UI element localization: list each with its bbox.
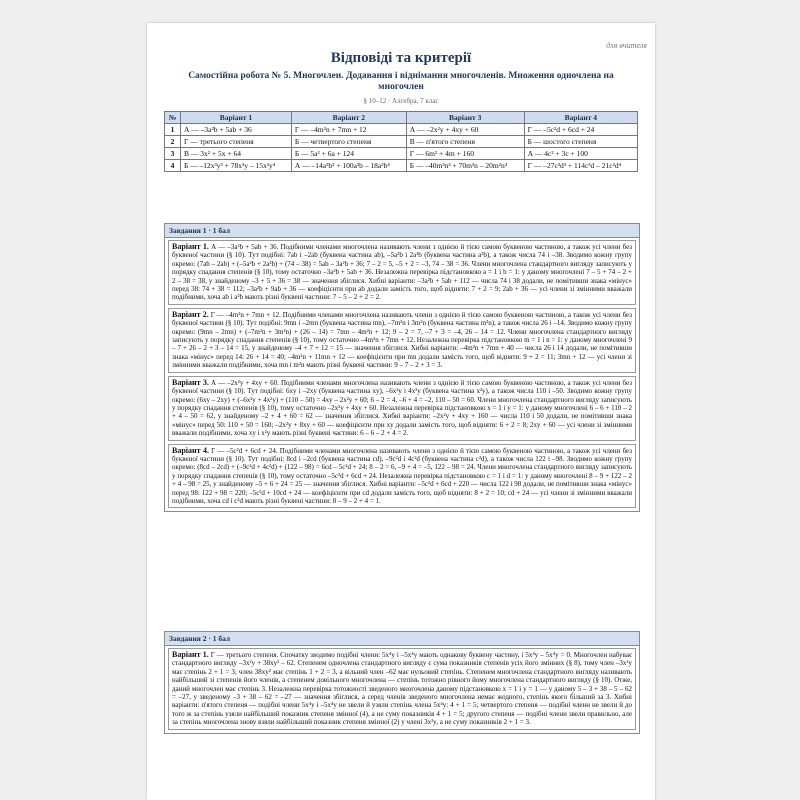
table-cell: Б — четвертого степеня (291, 136, 406, 148)
variant-label: Варіант 2. (172, 309, 209, 319)
row-number: 1 (165, 124, 181, 136)
variant-text: Г — третього степеня. Спочатку зводимо подібні члени: 5x⁴y і –5x⁴y мають однакову буквену частину, і 5x⁴y – 5x⁴y = 0. Многочлен набуває стандартного вигляду –3x²y + 38xy² – 62. Степенем одночлена стандартного вигляду є сума показників степенів усіх його змінних (§ 8), тому член –3x²y має степінь 2 + 1 = 3; член 38xy² має степінь 1 + 2 = 3, а вільний член –62 має нульовий степінь. Степенем многочлена стандартного вигляду називають найбільший зі степенів його членів, а степенем довільного многочлена — степінь тотожно рівного йому многочлена стандартного вигляду (§ 10). Отже, даний многочлен має степінь 3. Незалежна перевірка тотожності зведеного многочлена даному підстановкою x = 1 і y = 1 — у даному 5 – 3 + 38 – 5 – 62 = –27, у зведеному –3 + 38 – 62 = –27 — значення збіглися, а серед членів зведеного многочлена немає жодного, степінь якого більший за 3. Хибні варіанти: п'ятого степеня — подібні члени 5x⁴y і –5x⁴y не звели й узяли степінь члена 5x⁴y: 4 + 1 = 5; четвертого степеня — подібні члени не звели й до того ж за степінь узяли найбільший показник степеня змінної (4), а не суму показників 4 + 1 = 5; другого степеня — подібні члени звели правильно, але за степінь многочлена знову взяли найбільший показник степеня змінної (2) у члені 3x²y, а не суму показників 2 + 1 = 3. (172, 651, 633, 727)
table-cell: В — п'ятого степеня (406, 136, 524, 148)
table-cell: Г — третього степеня (181, 136, 292, 148)
col-header-variant-2: Варіант 2 (291, 112, 406, 124)
table-cell: Г — 6m² + 4m + 160 (406, 148, 524, 160)
answers-table-header-row (165, 112, 638, 124)
table-cell: Г — –27c³d³ + 114c³d – 21c²d⁴ (524, 160, 637, 172)
table-row (165, 160, 638, 172)
task-2-heading: Завдання 2 · 1 бал (165, 632, 639, 646)
task-2-variant-1 (168, 648, 636, 730)
table-cell: Б — шостого степеня (524, 136, 637, 148)
table-cell: А — 4c² + 3c + 100 (524, 148, 637, 160)
table-cell: Б — –12x³y³ + 78x³y – 15x²y⁴ (181, 160, 292, 172)
task-1-heading: Завдання 1 · 1 бал (165, 224, 639, 238)
variant-label: Варіант 1. (172, 650, 209, 659)
document-page (147, 23, 655, 800)
variant-text: Г — –4m²n + 7mn + 12. Подібними членами многочлена називають члени з однією й тією самою буквеною частиною, а також усі члени без буквеної частини (§ 10). Тут подібні: 9mn і –2mn (буквена частина mn), –7m²n і 3m²n (буквена частина m²n), а також числа 26 і –14. Зводимо кожну групу окремо: (9mn – 2mn) + (–7m²n + 3m²n) + (26 – 14) = 7mn – 4m²n + 12; 9 – 2 = 7, –7 + 3 = –4, 26 – 14 = 12. Члени многочлена стандартного вигляду записують у порядку спадання степенів (§ 10), тому остаточно –4m²n + 7mn + 12. Незалежна перевірка підстановкою m = 1 і n = 1: у даному многочлені 9 – 7 + 26 – 2 + 3 – 14 = 15, у знайденому –4 + 7 + 12 = 15 — значення збіглися. Хибні варіанти: –4m²n + 7mn + 40 — числа 26 і 14 додали, не помітивши знака «мінус» перед 14: 26 + 14 = 40; –4m²n + 11mn + 12 — коефіцієнти при mn додали замість того, щоб відняти: 9 + 2 = 11; 3mn + 12 — усі члени зі змінними вважали подібними, хоча mn і m²n мають різні буквені частини: 9 – 7 – 2 + 3 = 3. (172, 310, 633, 370)
table-cell: Г — –5c²d + 6cd + 24 (524, 124, 637, 136)
row-number: 2 (165, 136, 181, 148)
task-1-variant-2 (168, 308, 636, 373)
variant-text: А — –3a²b + 5ab + 36. Подібними членами многочлена називають члени з однією й тією самою буквеною частиною, а також усі члени без буквеної частини (§ 10). Тут подібні: 7ab і –2ab (буквена частина ab), –5a²b і 2a²b (буквена частина a²b), а також числа 74 і –38. Зводимо кожну групу окремо: (7ab – 2ab) + (–5a²b + 2a²b) + (74 – 38) = 5ab – 3a²b + 36; 7 – 2 = 5, –5 + 2 = –3, 74 – 38 = 36. Члени многочлена стандартного вигляду записують у порядку спадання степенів (§ 10), тому остаточно –3a²b + 5ab + 36. Незалежна перевірка підстановкою a = 1 і b = 1: у даному многочлені 7 – 5 + 74 – 2 + 2 – 38 = 38, у знайденому –3 + 5 + 36 = 38 — значення збіглися. Хибні варіанти: –3a²b + 5ab + 112 — числа 74 і 38 додали, не помітивши знака «мінус» перед 38: 74 + 38 = 112; –3a²b + 9ab + 36 — коефіцієнти при ab додали замість того, щоб відняти: 7 + 2 = 9; 2ab + 36 — усі члени зі змінними вважали подібними, хоча ab і a²b мають різні буквені частини: 7 – 5 – 2 + 2 = 2. (172, 243, 633, 302)
table-cell: Г — –4m²n + 7mn + 12 (291, 124, 406, 136)
row-number: 4 (165, 160, 181, 172)
col-header-number: № (165, 112, 181, 124)
variant-label: Варіант 1. (172, 242, 209, 251)
col-header-variant-1: Варіант 1 (181, 112, 292, 124)
table-row (165, 136, 638, 148)
table-cell: В — 3x² + 5x + 64 (181, 148, 292, 160)
row-number: 3 (165, 148, 181, 160)
table-cell: А — –2x²y + 4xy + 60 (406, 124, 524, 136)
variant-text: А — –2x²y + 4xy + 60. Подібними членами многочлена називають члени з однією й тією самою буквеною частиною, а також усі члени без буквеної частини (§ 10). Тут подібні: 6xy і –2xy (буквена частина xy), –6x²y і 4x²y (буквена частина x²y), а також числа 110 і –50. Зводимо кожну групу окремо: (6xy – 2xy) + (–6x²y + 4x²y) + (110 – 50) = 4xy – 2x²y + 60; 6 – 2 = 4, –6 + 4 = –2, 110 – 50 = 60. Члени многочлена стандартного вигляду записують у порядку спадання степенів (§ 10), тому остаточно –2x²y + 4xy + 60. Незалежна перевірка підстановкою x = 1 і y = 1: у даному многочлені 6 – 6 + 110 – 2 + 4 – 50 = 62, у знайденому –2 + 4 + 60 = 62 — значення збіглися. Хибні варіанти: –2x²y + 4xy + 160 — числа 110 і 50 додали, не помітивши знака «мінус» перед 50: 110 + 50 = 160; –2x²y + 8xy + 60 — коефіцієнти при xy додали замість того, щоб відняти: 6 + 2 = 8; 2xy + 60 — усі члени зі змінними вважали подібними, хоча xy і x²y мають різні буквені частини: 6 – 6 – 2 + 4 = 2. (172, 378, 632, 438)
variant-label: Варіант 4. (172, 445, 209, 455)
task-2-block (164, 631, 640, 734)
variant-label: Варіант 3. (172, 377, 209, 387)
col-header-variant-3: Варіант 3 (406, 112, 524, 124)
task-1-variant-4 (168, 444, 636, 509)
corner-label: для вчителя (606, 41, 647, 50)
variant-text: Г — –5c²d + 6cd + 24. Подібними членами многочлена називають члени з однією й тією самою буквеною частиною, а також усі члени без буквеної частини (§ 10). Тут подібні: 8cd і –2cd (буквена частина cd), –9c²d і 4c²d (буквена частина c²d), а також числа 122 і –98. Зводимо кожну групу окремо: (8cd – 2cd) + (–9c²d + 4c²d) + (122 – 98) = 6cd – 5c²d + 24; 8 – 2 = 6, –9 + 4 = –5, 122 – 98 = 24. Члени многочлена стандартного вигляду записують у порядку спадання степенів (§ 10), тому остаточно –5c²d + 6cd + 24. Незалежна перевірка підстановкою c = 1 і d = 1: у даному многочлені 8 – 9 + 122 – 2 + 4 – 98 = 25, у знайденому –5 + 6 + 24 = 25 — значення збіглися. Хибні варіанти: –5c²d + 6cd + 220 — числа 122 і 98 додали, не помітивши знака «мінус» перед 98: 122 + 98 = 220; –5c²d + 10cd + 24 — коефіцієнти при cd додали замість того, щоб відняти: 8 + 2 = 10; cd + 24 — усі члени зі змінними вважали подібними, хоча cd і c²d мають різні буквені частини: 8 – 9 – 2 + 4 = 1. (172, 446, 633, 505)
task-1-variant-1 (168, 240, 636, 305)
table-cell: Б — –40m³n³ + 70m³n – 20m²n⁴ (406, 160, 524, 172)
table-cell: А — –14a³b³ + 100a³b – 18a²b⁴ (291, 160, 406, 172)
table-cell: А — –3a²b + 5ab + 36 (181, 124, 292, 136)
table-row (165, 124, 638, 136)
table-row (165, 148, 638, 160)
page-subtitle: Самостійна робота № 5. Многочлен. Додавання і віднімання многочленів. Множення одночлена на многочлен (188, 71, 614, 92)
table-cell: Б — 5a² + 6a + 124 (291, 148, 406, 160)
col-header-variant-4: Варіант 4 (524, 112, 637, 124)
task-1-variant-3 (168, 376, 636, 441)
task-1-block (164, 223, 640, 512)
page-title: Відповіді та критерії (330, 50, 472, 66)
section-reference: § 10–12 · Алгебра, 7 клас (363, 97, 439, 105)
answers-table (164, 111, 638, 172)
